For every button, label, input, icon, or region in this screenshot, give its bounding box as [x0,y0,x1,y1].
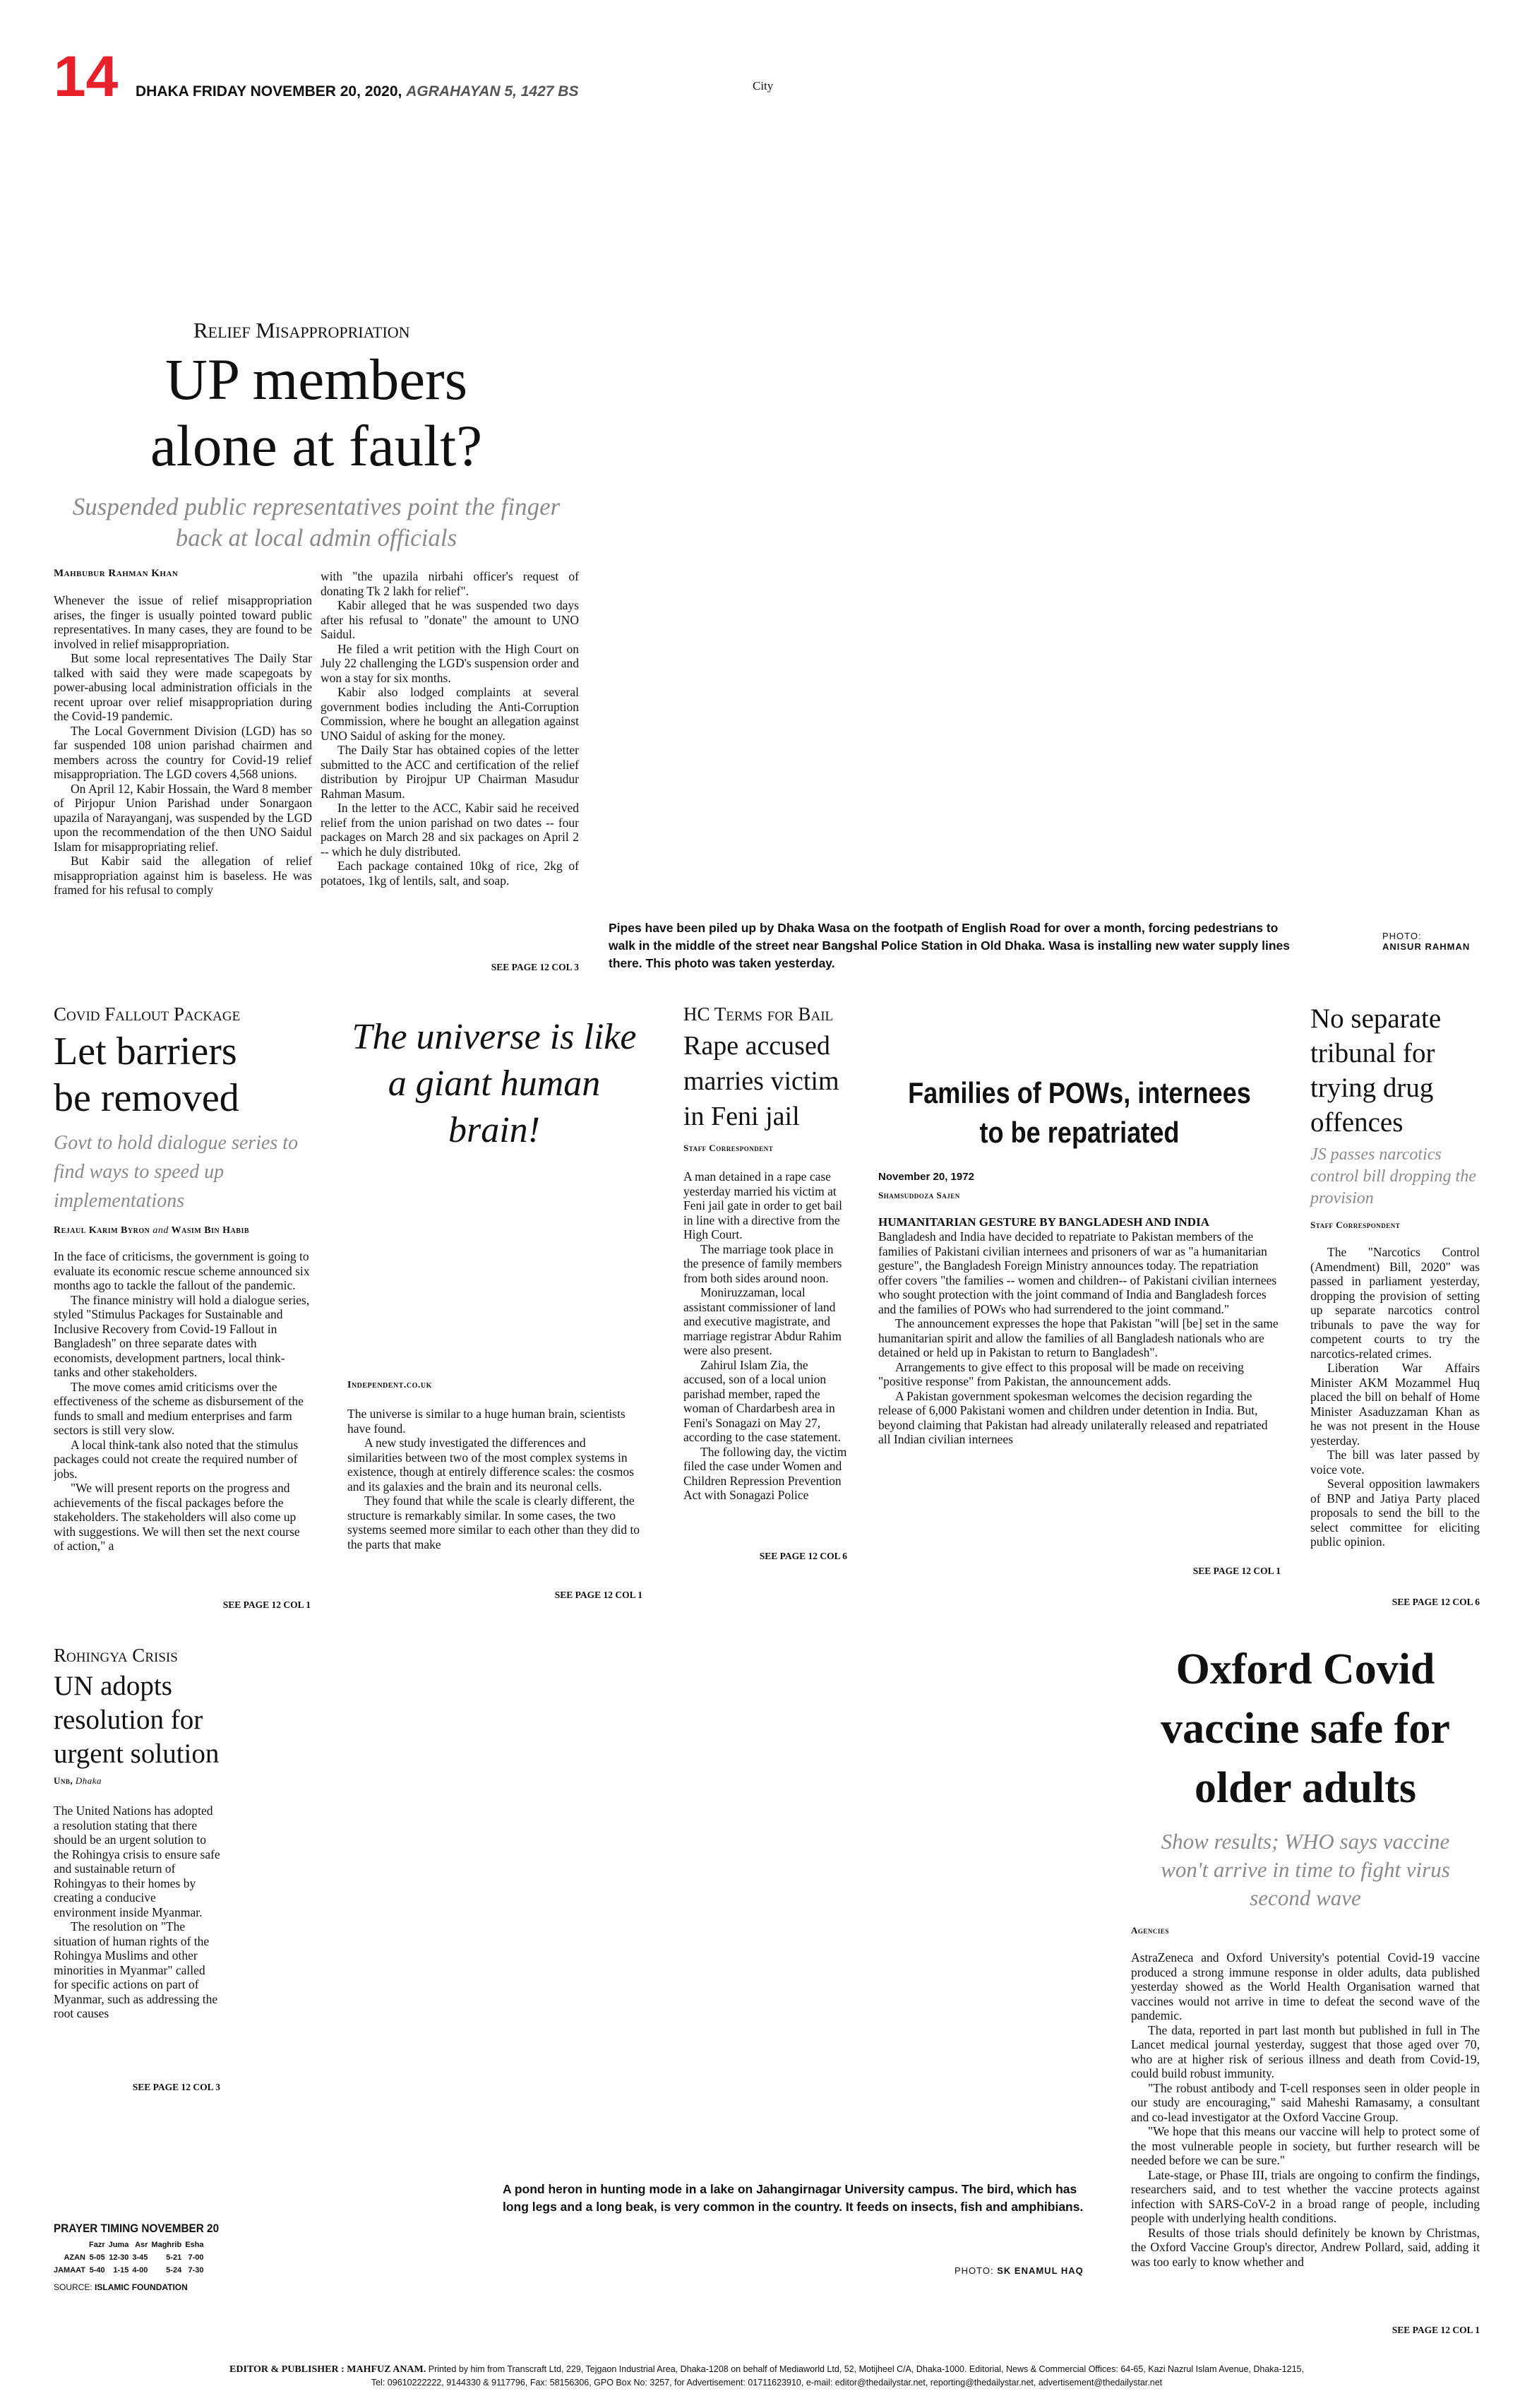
story-rape-accused [683,1001,847,1623]
story-headline [906,1073,1252,1152]
paragraph: The following day, the victim filed the case under Women and Children Repression Prevention Act with Sonagazi Police [683,1444,847,1502]
story-dateline: November 20, 1972 [878,1171,974,1183]
paragraph: Arrangements to give effect to this proposal will be made on receiving "positive response" from Pakistan, the announcement adds. [878,1359,1244,1388]
headline-line-2: alone at fault? [150,413,483,478]
page-number: 14 [54,44,119,109]
paragraph: Kabir alleged that he was suspended two days after his refusal to "donate" the amount to UNO Saidul. [321,598,579,641]
story-headline: No separate tribunal for trying drug offences [1310,1003,1442,1138]
byline-and: and [152,1225,169,1236]
paragraph: with "the upazila nirbahi officer's request of donating Tk 2 lakh for relief". [321,569,579,598]
headline-line-1: Let barriers [54,1030,237,1073]
headline-line-1: Families of POWs, internees [908,1076,1251,1109]
paragraph: The bill was later passed by voice vote. [1310,1448,1480,1477]
photo-credit-pipes [1382,931,1481,952]
story-body [683,1169,847,1548]
paragraph: But some local representatives The Daily Star talked with said they were made scapegoats by power-abusing local administration officials in the recent uproar over relief misappropriation during the Covid-19 pandemic. [54,651,312,723]
paragraph: He filed a writ petition with the High Court on July 22 challenging the LGD's suspension order and won a stay for six months. [321,641,579,685]
prayer-row-jamaat [54,2264,208,2277]
story-subhead: JS passes narcotics control bill dropping the provision [1310,1145,1476,1208]
prayer-header: Maghrib [151,2241,182,2249]
story-subhead: Show results; WHO says vaccine won't arrive in time to fight virus second wave [1161,1829,1450,1910]
see-page-link[interactable]: SEE PAGE 12 COL 1 [554,1590,642,1600]
paragraph: The data, reported in part last month but published in full in The Lancet medical journal yesterday, suggest that those aged over 70, who are at higher risk of serious illness and death from Covid-19, could build robust immunity. [1131,2022,1480,2080]
page-header [54,44,1480,112]
paragraph: Moniruzzaman, local assistant commissioner of land and executive magistrate, and marriage registrar Abdur Rahim were also present. [683,1285,842,1357]
story-subhead: HUMANITARIAN GESTURE BY BANGLADESH AND INDIA [878,1215,1209,1229]
see-page-link[interactable]: SEE PAGE 12 COL 1 [1392,2325,1480,2335]
headline-line-1: UP members [164,347,467,412]
see-page-link[interactable]: SEE PAGE 12 COL 1 [1192,1566,1281,1576]
prayer-header: Fazr [89,2241,105,2249]
byline-place: Dhaka [75,1775,102,1786]
story-rohingya [54,1643,220,2137]
see-page-link[interactable]: SEE PAGE 12 COL 6 [759,1551,847,1561]
story-byline: Staff Correspondent [1310,1220,1401,1230]
photo-credit-label: PHOTO: [1382,931,1422,941]
prayer-cell: 4-00 [132,2266,148,2275]
headline-line-2: be removed [54,1076,239,1120]
story-body [54,1249,311,1598]
prayer-cell: 12-30 [109,2253,129,2262]
paragraph: "We hope that this means our vaccine will help to protect some of the most vulnerable people in society, but further research will be needed before we can be sure." [1131,2124,1480,2167]
paragraph: Bangladesh and India have decided to repatriate to Pakistan members of the families of Pakistani civilian internees and prisoners of war as "a humanitarian gesture", the Bangladesh Foreign Ministry announces today. The repatriation offer covers "the families -- women and children-- of Pakistani civilian internees who sought protection with the joint command of India and Bangladesh forces and the families of POWs who had surrendered to the joint command." [878,1229,1277,1316]
paragraph: Each package contained 10kg of rice, 2kg of potatoes, 1kg of lentils, salt, and soap. [321,859,579,888]
footer-line-1 [54,2363,1480,2376]
paragraph: Results of those trials should definitely be known by Christmas, the Oxford Vaccine Group's director, Andrew Pollard, said, adding it was too early to know whether and [1131,2225,1480,2269]
photo-credit-heron [954,2265,1131,2276]
paragraph: A new study investigated the differences and similarities between two of the most complex systems in existence, though at entirely difference scales: the cosmos and its galaxies and the brain and its neuronal cells. [347,1436,634,1494]
story-kicker: Rohingya Crisis [54,1645,178,1666]
paragraph: The "Narcotics Control (Amendment) Bill, 2020" was passed in parliament yesterday, dropping the provision of setting up separate narcotics control tribunals to pave the way for competent courts to try the narcotics-related crimes. [1310,1245,1480,1361]
prayer-source-label: SOURCE: [54,2282,92,2292]
see-page-link[interactable]: SEE PAGE 12 COL 6 [1392,1597,1480,1607]
story-body [878,1229,1281,1564]
paragraph: "The robust antibody and T-cell responses seen in older people in our study are encouraging," said Maheshi Ramasamy, a consultant and co-lead investigator at the Oxford Vaccine Group. [1131,2080,1480,2124]
paragraph: The universe is similar to a huge human brain, scientists have found. [347,1407,626,1436]
story-body [1131,1950,1480,2323]
story-byline [54,1775,220,1787]
headline-line-1: Oxford Covid [1175,1645,1435,1693]
see-page-link[interactable]: SEE PAGE 12 COL 3 [132,2082,220,2092]
paragraph: "We will present reports on the progress and achievements of the fiscal packages before the stakeholders. The stakeholders will also come up with suggestions. We will then set the next course of action," a [54,1481,300,1553]
prayer-cell: 5-05 [89,2253,105,2262]
story-byline [54,1225,311,1236]
prayer-table [54,2239,208,2277]
story-byline: Agencies [1131,1925,1169,1936]
story-byline: Shamsuddoza Sajen [878,1190,960,1200]
story-headline [54,1028,311,1121]
story-column-2 [321,569,579,962]
story-covid-fallout [54,1001,311,1623]
story-narcotics-tribunal [1310,1001,1480,1623]
prayer-header: Asr [135,2241,148,2249]
story-body [1310,1245,1480,1595]
paragraph: Late-stage, or Phase III, trials are ongoing to confirm the findings, researchers said, and to test whether the vaccine protects against infection with SARS-CoV-2 in a broad range of people, including people with underlying health conditions. [1131,2167,1480,2225]
paragraph: The resolution on "The situation of human rights of the Rohingya Muslims and other minorities in Myanmar" called for specific actions on part of Myanmar, such as addressing the root causes [54,1919,218,2020]
prayer-cell: 1-15 [113,2266,129,2275]
story-body [347,1407,642,1589]
story-subhead: Govt to hold dialogue series to find ways to speed up implementations [54,1132,299,1212]
see-page-link[interactable]: SEE PAGE 12 COL 3 [491,962,579,972]
photo-caption-pipes: Pipes have been piled up by Dhaka Wasa on the footpath of English Road for over a month, forcing pedestrians to walk in the middle of the street near Bangshal Police Station in Old Dhaka. Wasa is installing new water supply lines there. This photo was taken yesterday. [609,921,1290,970]
prayer-header [54,2239,89,2251]
prayer-cell: JAMAAT [54,2266,86,2275]
story-kicker: Relief Misappropriation [193,318,410,342]
paragraph: The Local Government Division (LGD) has so far suspended 108 union parishad chairmen and members across the country for Covid-19 relief misappropriation. The LGD covers 4,568 unions. [54,723,312,781]
prayer-source-name: ISLAMIC FOUNDATION [95,2282,188,2292]
header-date [136,83,578,100]
story-headline: UN adopts resolution for urgent solution [54,1671,220,1769]
paragraph: But Kabir said the allegation of relief misappropriation against him is baseless. He was framed for his refusal to comply [54,854,312,897]
story-kicker: HC Terms for Bail [683,1003,834,1025]
story-universe-brain [346,1014,642,1614]
prayer-header: Esha [185,2241,204,2249]
byline-author-2: Wasim Bin Habib [171,1225,250,1236]
prayer-timing-box [54,2222,237,2306]
paragraph: Kabir also lodged complaints at several government bodies including the Anti-Corruption Commission, where he bought an allegation against UNO Saidul of asking for the money. [321,685,579,743]
photo-credit-label: PHOTO: [954,2265,994,2276]
story-body [54,1804,220,2080]
prayer-cell: 5-21 [166,2253,182,2262]
story-byline: Staff Correspondent [683,1143,774,1153]
footer-editor-label: EDITOR & PUBLISHER : MAHFUZ ANAM. [229,2364,426,2375]
paragraph: A man detained in a rape case yesterday married his victim at Feni jail gate in order to get bail in line with a directive from the High Court. [683,1169,843,1241]
section-name: City [753,79,774,93]
header-date-text: DHAKA FRIDAY NOVEMBER 20, 2020, [136,83,402,100]
story-headline: The universe is like a giant human brain! [352,1017,637,1150]
paragraph: Liberation War Affairs Minister AKM Mozammel Huq placed the bill on behalf of Home Minister Asaduzzaman Khan as he was not present in the House yesterday. [1310,1361,1480,1448]
paragraph: The announcement expresses the hope that Pakistan "will [be] set in the same humanitarian spirit and allow the families of all Bangladesh nationals who are detained or held up in Pakistan to return to Bangladesh". [878,1316,1279,1359]
prayer-title: PRAYER TIMING NOVEMBER 20 [54,2222,220,2235]
paragraph: The marriage took place in the presence of family members from both sides around noon. [683,1241,842,1285]
footer-address: Printed by him from Transcraft Ltd, 229, Tejgaon Industrial Area, Dhaka-1208 on behalf of Mediaworld Ltd, 52, Motijheel C/A, Dhaka-1000. Editorial, News & Commercial Offices: 64-65, Kazi Nazrul Islam Avenue, Dhaka-1215, [428,2364,1304,2374]
prayer-cell: 5-40 [89,2266,105,2275]
story-subhead: Suspended public representatives point the finger back at local admin officials [72,493,561,552]
story-headline [54,346,579,479]
prayer-header: Juma [108,2241,129,2249]
headline-line-2: vaccine safe for [1161,1705,1450,1753]
story-relief-misappropriation [54,318,579,982]
story-byline: Mahbubur Rahman Khan [54,568,179,579]
prayer-cell: 5-24 [166,2266,182,2275]
byline-agency: Unb, [54,1775,73,1786]
headline-line-3: older adults [1194,1764,1417,1812]
story-byline: Independent.co.uk [347,1380,432,1390]
paragraph: In the letter to the ACC, Kabir said he received relief from the union parishad on two dates -- four packages on March 28 and six packages on April 2 -- which he duly distributed. [321,801,579,859]
prayer-cell: 3-45 [132,2253,148,2262]
paragraph: Several opposition lawmakers of BNP and Jatiya Party placed proposals to send the bill to the select committee for eliciting public opinion. [1310,1477,1480,1549]
paragraph: A local think-tank also noted that the stimulus packages could not create the required number of jobs. [54,1437,299,1481]
page-footer [54,2363,1480,2389]
paragraph: On April 12, Kabir Hossain, the Ward 8 member of Pirjopur Union Parishad under Sonargaon upazila of Narayanganj, was suspended by the LGD upon the recommendation of the then UNO Saidul Islam for misappropriating relief. [54,781,312,854]
story-oxford-vaccine [1131,1640,1480,2346]
photo-credit-name: ANISUR RAHMAN [1382,941,1471,952]
paragraph: The Daily Star has obtained copies of the letter submitted to the ACC and certification of the relief distribution by Pirojpur UP Chairman Masudur Rahman Masum. [321,743,579,801]
prayer-cell: 7-30 [188,2266,204,2275]
footer-line-2: Tel: 09610222222, 9144330 & 9117796, Fax: 58156306, GPO Box No: 3257, for Advertisement: 01711623910, e-mail: editor@thedailystar.net, reporting@thedailystar.net, advertisement@thedailystar.net [371,2378,1163,2388]
paragraph: The United Nations has adopted a resolution stating that there should be an urgent solution to the Rohingya crisis to ensure safe and sustainable return of Rohingyas to their homes by creating a conducive environment inside Myanmar. [54,1804,220,1919]
byline-author-1: Rejaul Karim Byron [54,1225,150,1236]
see-page-link[interactable]: SEE PAGE 12 COL 1 [222,1599,311,1610]
paragraph: They found that while the scale is clearly different, the structure is remarkably similar. In some cases, the two systems seemed more similar to each other than they did to the parts that make [347,1494,640,1551]
story-headline [1131,1640,1480,1818]
story-pows-families [878,1073,1281,1624]
paragraph: A Pakistan government spokesman welcomes the decision regarding the release of 6,000 Pakistani women and children under detention in India. But, beyond claiming that Pakistan had already unilaterally released and repatriated all Indian civilian internees [878,1388,1268,1446]
paragraph: AstraZeneca and Oxford University's potential Covid-19 vaccine produced a strong immune response in older adults, data published yesterday showed as the World Health Organisation warned that vaccines would not arrive in time to defeat the second wave of the pandemic. [1131,1950,1480,2022]
paragraph: Whenever the issue of relief misappropriation arises, the finger is usually pointed toward public representatives. In many cases, they are found to be involved in relief misappropriation. [54,593,312,651]
photo-caption-heron: A pond heron in hunting mode in a lake on Jahangirnagar University campus. The bird, which has long legs and a long beak, is very common in the country. It feeds on insects, fish and amphibians. [503,2182,1084,2214]
headline-line-2: to be repatriated [979,1116,1180,1149]
header-bangla-date: AGRAHAYAN 5, 1427 BS [406,83,579,100]
prayer-cell: 7-00 [188,2253,204,2262]
story-kicker: Covid Fallout Package [54,1003,241,1025]
prayer-row-azan [54,2251,208,2264]
prayer-header-row [54,2239,208,2251]
story-column-1 [54,593,312,974]
paragraph: In the face of criticisms, the government is going to evaluate its economic rescue scheme announced six months ago to tackle the fallout of the pandemic. [54,1249,310,1292]
prayer-cell: AZAN [64,2253,86,2262]
paragraph: The move comes amid criticisms over the effectiveness of the scheme as disbursement of the funds to small and medium enterprises and farm sectors is still very slow. [54,1379,304,1437]
prayer-source [54,2282,237,2292]
paragraph: Zahirul Islam Zia, the accused, son of a local union parishad member, raped the woman of Chardarbesh area in Feni's Sonagazi on May 27, according to the case statement. [683,1357,842,1444]
paragraph: The finance ministry will hold a dialogue series, styled "Stimulus Packages for Sustainable and Inclusive Recovery from Covid-19 Fallout in Bangladesh" on three separate dates with economists, development partners, local think-tanks and other stakeholders. [54,1292,310,1379]
story-headline: Rape accused marries victim in Feni jail [683,1031,839,1131]
photo-credit-name: SK ENAMUL HAQ [997,2265,1084,2276]
